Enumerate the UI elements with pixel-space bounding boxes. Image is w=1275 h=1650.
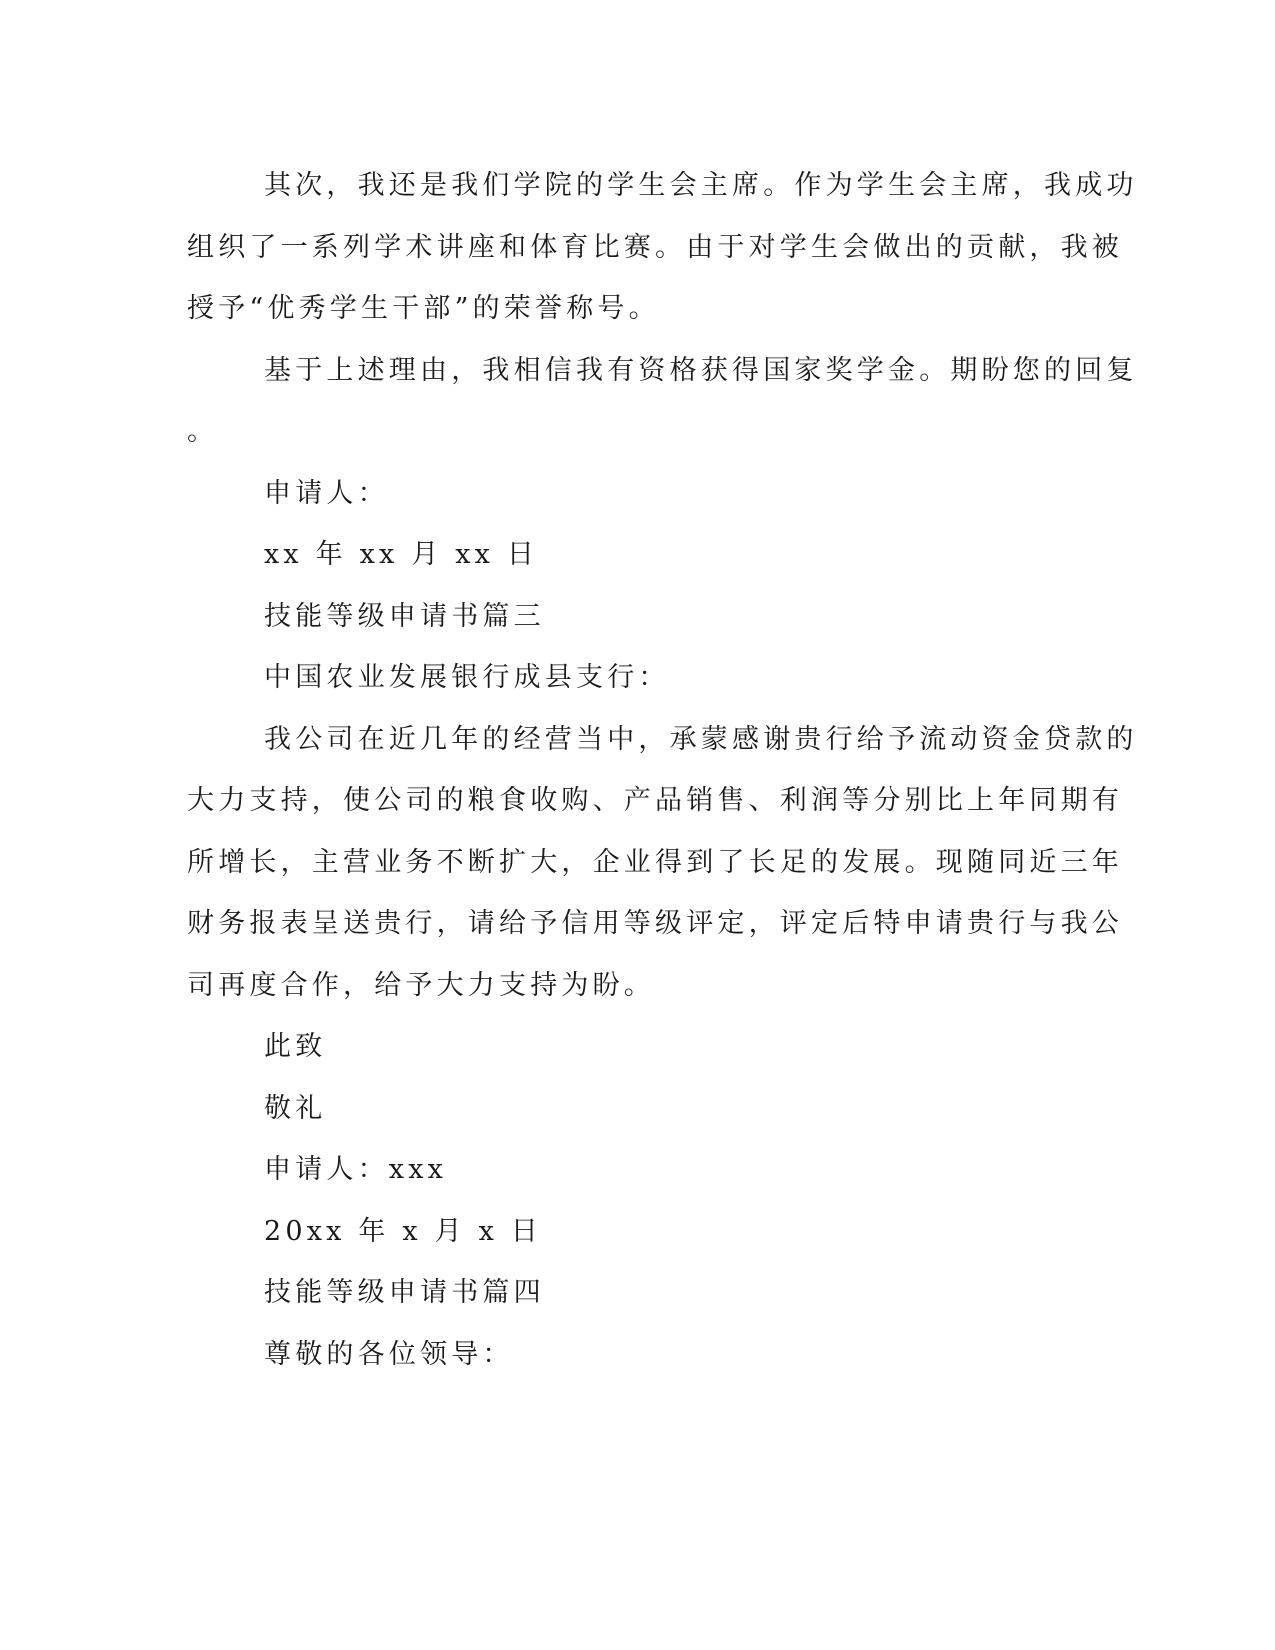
paragraph-line: 组织了一系列学术讲座和体育比赛。由于对学生会做出的贡献，我被 xyxy=(187,231,1123,263)
section-heading: 技能等级申请书篇三 xyxy=(264,600,545,632)
closing-line: 敬礼 xyxy=(264,1092,327,1124)
paragraph-line: 我公司在近几年的经营当中，承蒙感谢贵行给予流动资金贷款的 xyxy=(264,723,1138,755)
document-body xyxy=(187,155,1138,1385)
date-line: xx 年 xx 月 xx 日 xyxy=(264,539,539,570)
paragraph-line: 其次，我还是我们学院的学生会主席。作为学生会主席，我成功 xyxy=(264,170,1138,201)
applicant-label: 申请人：xxx xyxy=(264,1154,448,1185)
paragraph-line: 财务报表呈送贵行，请给予信用等级评定，评定后特申请贵行与我公 xyxy=(187,908,1123,939)
paragraph-line: 大力支持，使公司的粮食收购、产品销售、利润等分别比上年同期有 xyxy=(187,785,1123,816)
applicant-label: 申请人： xyxy=(264,477,389,509)
salutation: 尊敬的各位领导： xyxy=(264,1338,514,1370)
salutation: 中国农业发展银行成县支行： xyxy=(264,662,670,693)
closing-line: 此致 xyxy=(264,1031,327,1062)
section-heading: 技能等级申请书篇四 xyxy=(264,1277,545,1308)
paragraph-line: 基于上述理由，我相信我有资格获得国家奖学金。期盼您的回复 xyxy=(264,354,1138,386)
paragraph-line: 。 xyxy=(187,416,219,447)
date-line: 20xx 年 x 月 x 日 xyxy=(264,1215,542,1247)
paragraph-line: 授予“优秀学生干部”的荣誉称号。 xyxy=(187,293,660,324)
paragraph-line: 司再度合作，给予大力支持为盼。 xyxy=(187,969,655,1001)
paragraph-line: 所增长，主营业务不断扩大，企业得到了长足的发展。现随同近三年 xyxy=(187,846,1123,878)
